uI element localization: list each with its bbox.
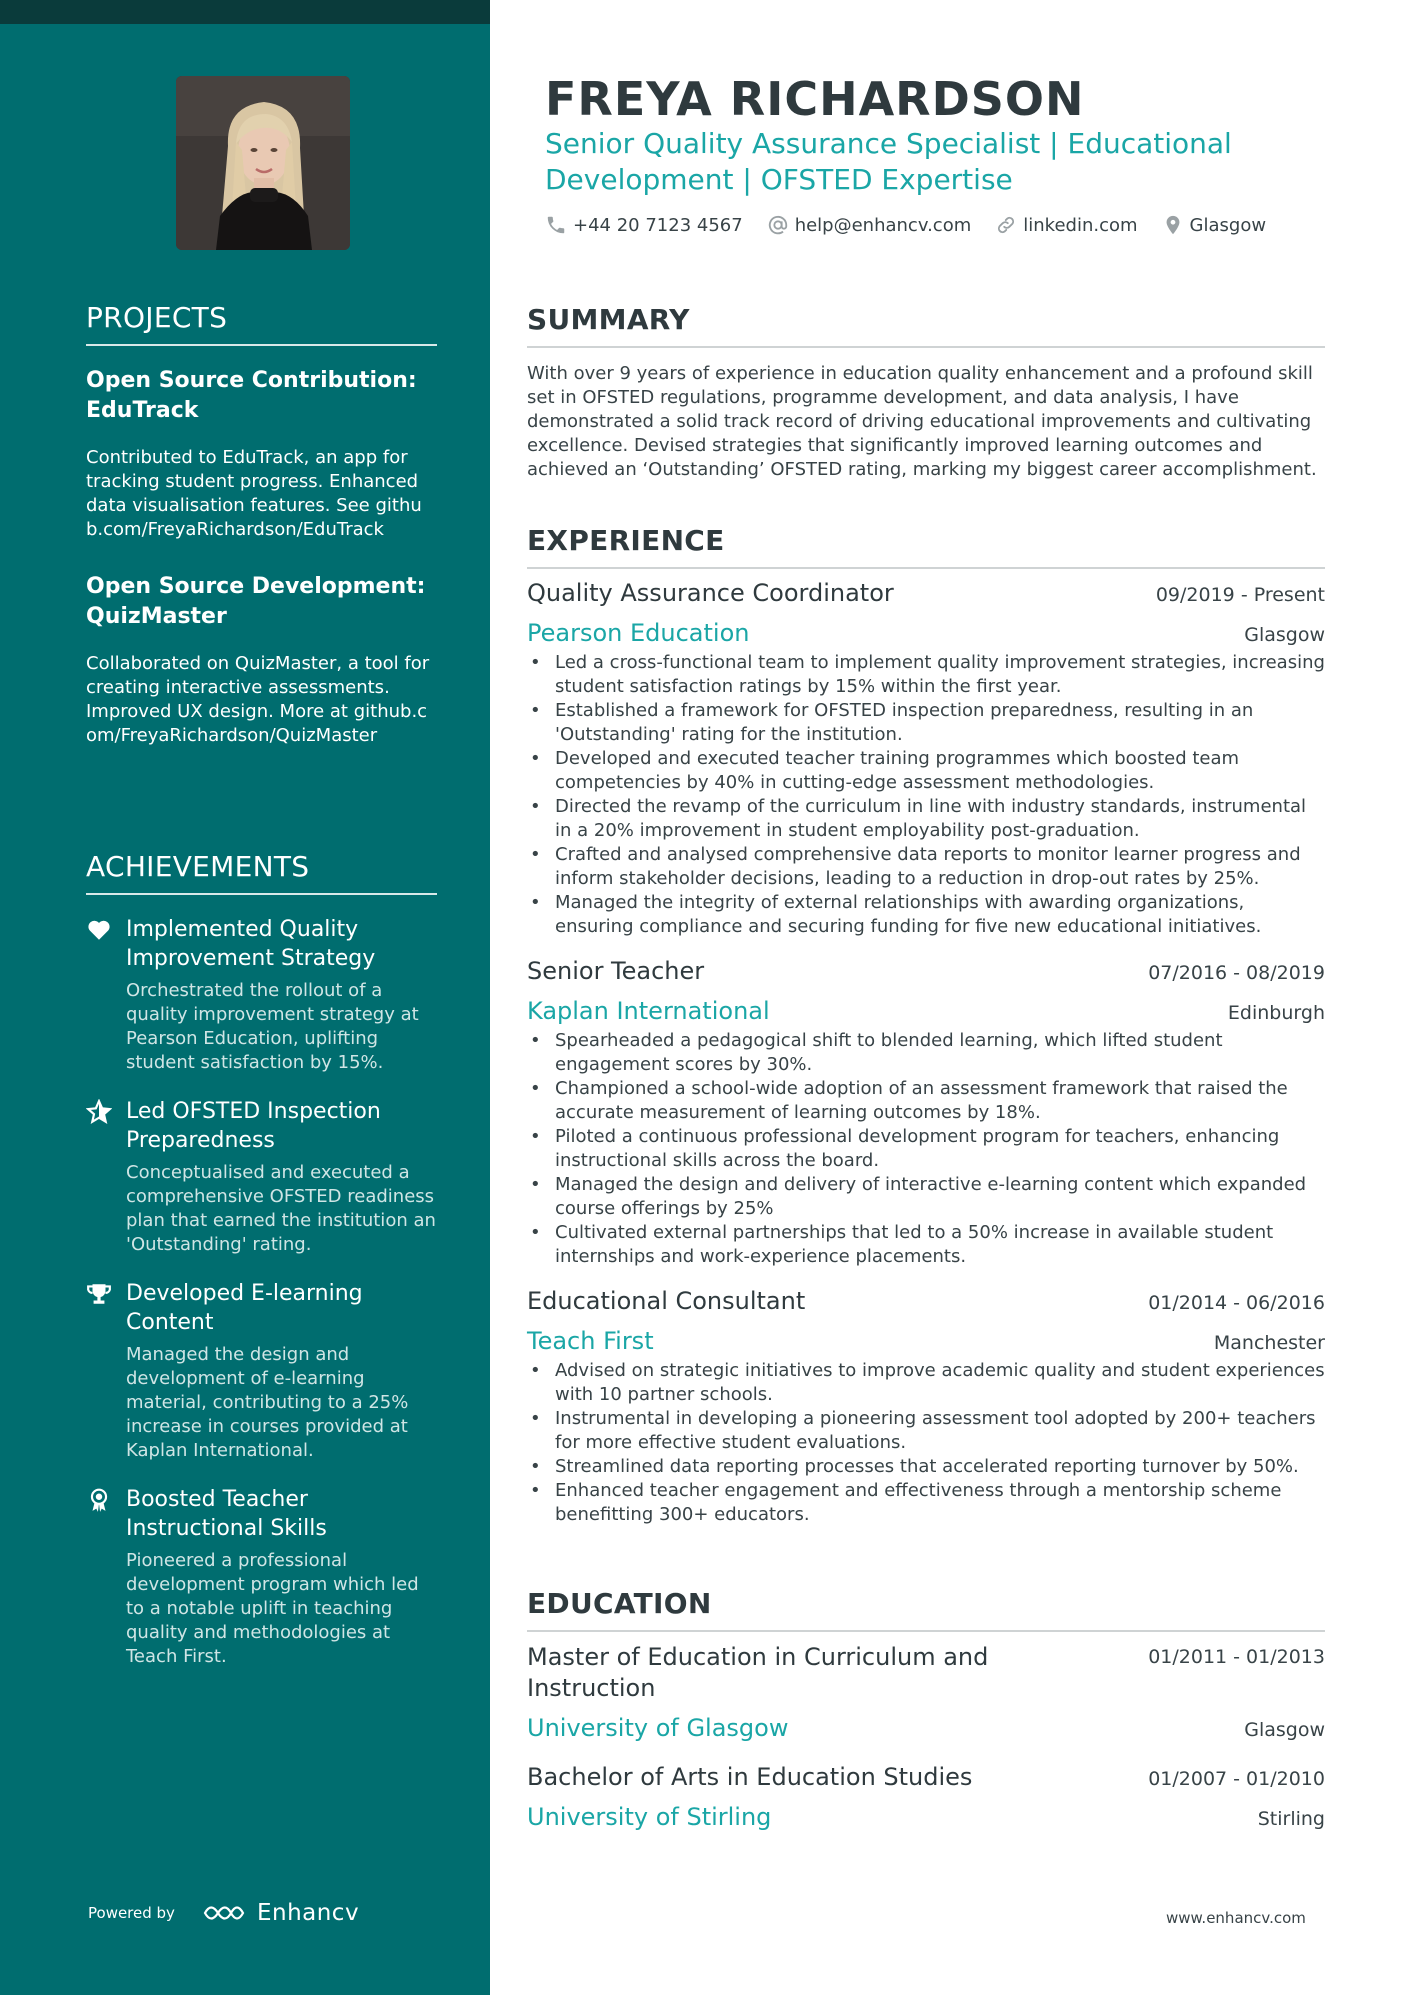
education-location: Glasgow bbox=[1244, 1719, 1325, 1741]
project-link[interactable]: github.com/FreyaRichardson/QuizMaster bbox=[86, 701, 428, 746]
job-bullet: • Directed the revamp of the curriculum in line with industry standards, instrumental in a 20% improvement in student employability post-graduation. bbox=[527, 795, 1325, 843]
projects-heading: PROJECTS bbox=[86, 301, 437, 346]
education-entry bbox=[527, 1762, 1325, 1833]
contact-email-text: help@enhancv.com bbox=[794, 214, 972, 236]
project-description-text: Contributed to EduTrack, an app for tracking student progress. Enhanced data visualisation features. See bbox=[86, 447, 419, 516]
achievement-title: Implemented Quality Improvement Strategy bbox=[126, 917, 376, 971]
achievement-item bbox=[86, 1279, 437, 1463]
contact-phone[interactable] bbox=[545, 214, 743, 236]
job-bullet: • Advised on strategic initiatives to improve academic quality and student experiences with 10 partner schools. bbox=[527, 1359, 1325, 1407]
at-icon bbox=[767, 214, 789, 236]
trophy-icon bbox=[86, 1281, 112, 1307]
job-bullet: • Cultivated external partnerships that led to a 50% increase in available student internships and work-experience placements. bbox=[527, 1221, 1325, 1269]
project-description-text: Collaborated on QuizMaster, a tool for creating interactive assessments. Improved UX design. More at bbox=[86, 653, 430, 722]
job-dates: 01/2014 - 06/2016 bbox=[1148, 1292, 1325, 1314]
phone-icon bbox=[545, 214, 567, 236]
project-link[interactable]: github.com/FreyaRichardson/EduTrack bbox=[86, 495, 422, 540]
project-description bbox=[86, 446, 437, 542]
achievement-description: Orchestrated the rollout of a quality improvement strategy at Pearson Education, uplifting student satisfaction by 15%. bbox=[126, 980, 419, 1073]
job-entry bbox=[527, 955, 1325, 1269]
profile-photo bbox=[176, 76, 350, 250]
job-location: Edinburgh bbox=[1227, 1002, 1325, 1024]
summary-section bbox=[527, 303, 1325, 482]
job-bullet: • Spearheaded a pedagogical shift to blended learning, which lifted student engagement scores by 30%. bbox=[527, 1029, 1325, 1077]
job-bullet: • Piloted a continuous professional development program for teachers, enhancing instructional skills across the board. bbox=[527, 1125, 1325, 1173]
enhancv-brand[interactable]: Enhancv bbox=[256, 1900, 360, 1926]
education-location: Stirling bbox=[1257, 1808, 1325, 1830]
education-dates: 01/2007 - 01/2010 bbox=[1148, 1768, 1325, 1790]
education-school: University of Glasgow bbox=[527, 1714, 789, 1742]
powered-by-label: Powered by bbox=[88, 1904, 175, 1922]
summary-heading: SUMMARY bbox=[527, 303, 1325, 348]
heart-icon bbox=[86, 917, 112, 943]
project-title: Open Source Development: QuizMaster bbox=[86, 574, 426, 629]
location-pin-icon bbox=[1162, 214, 1184, 236]
job-title: Quality Assurance Coordinator bbox=[527, 579, 894, 607]
job-bullets bbox=[527, 1359, 1325, 1527]
achievement-title: Developed E-learning Content bbox=[126, 1281, 363, 1335]
education-section bbox=[527, 1587, 1325, 1851]
candidate-name: FREYA RICHARDSON bbox=[545, 72, 1085, 126]
education-degree: Bachelor of Arts in Education Studies bbox=[527, 1763, 973, 1791]
achievement-item bbox=[86, 915, 437, 1075]
experience-heading: EXPERIENCE bbox=[527, 524, 1325, 569]
job-entry bbox=[527, 1285, 1325, 1527]
link-icon bbox=[995, 214, 1017, 236]
achievement-description: Conceptualised and executed a comprehensive OFSTED readiness plan that earned the institution an 'Outstanding' rating. bbox=[126, 1162, 436, 1255]
contact-linkedin[interactable] bbox=[995, 214, 1137, 236]
powered-by bbox=[88, 1900, 359, 1926]
award-ribbon-icon bbox=[86, 1487, 112, 1513]
job-bullet: • Managed the integrity of external relationships with awarding organizations, ensuring compliance and securing funding for five new educational initiatives. bbox=[527, 891, 1325, 939]
sidebar-top-bar bbox=[0, 0, 490, 24]
job-title: Educational Consultant bbox=[527, 1287, 806, 1315]
enhancv-logo-icon bbox=[201, 1900, 247, 1926]
job-dates: 09/2019 - Present bbox=[1155, 584, 1325, 606]
job-company: Kaplan International bbox=[527, 997, 770, 1025]
contact-linkedin-text: linkedin.com bbox=[1023, 214, 1138, 236]
contact-phone-text: +44 20 7123 4567 bbox=[573, 214, 743, 236]
achievements-section bbox=[86, 850, 437, 1691]
achievement-description: Pioneered a professional development program which led to a notable uplift in teaching quality and methodologies at Teach First. bbox=[126, 1550, 419, 1667]
job-bullet: • Managed the design and delivery of interactive e-learning content which expanded course offerings by 25% bbox=[527, 1173, 1325, 1221]
experience-section bbox=[527, 524, 1325, 1543]
contact-location bbox=[1162, 214, 1267, 236]
education-degree: Master of Education in Curriculum and Instruction bbox=[527, 1643, 989, 1702]
summary-text: With over 9 years of experience in education quality enhancement and a profound skill set in OFSTED regulations, programme development, and data analysis, I have demonstrated a solid track record of driving educational improvements and cultivating excellence. Devised strategies that significantly improved learning outcomes and achieved an ‘Outstanding’ OFSTED rating, marking my biggest career accomplishment. bbox=[527, 363, 1317, 480]
job-bullet: • Championed a school-wide adoption of an assessment framework that raised the accurate measurement of learning outcomes by 18%. bbox=[527, 1077, 1325, 1125]
job-bullet: • Established a framework for OFSTED inspection preparedness, resulting in an 'Outstanding' rating for the institution. bbox=[527, 699, 1325, 747]
job-bullet: • Led a cross-functional team to implement quality improvement strategies, increasing student satisfaction ratings by 15% within the first year. bbox=[527, 651, 1325, 699]
achievement-item bbox=[86, 1485, 437, 1669]
job-title: Senior Teacher bbox=[527, 957, 705, 985]
job-dates: 07/2016 - 08/2019 bbox=[1148, 962, 1325, 984]
projects-section bbox=[86, 301, 437, 774]
project-title: Open Source Contribution: EduTrack bbox=[86, 368, 417, 423]
job-entry bbox=[527, 577, 1325, 939]
contact-email[interactable] bbox=[767, 214, 972, 236]
job-bullet: • Developed and executed teacher training programmes which boosted team competencies by 40% in cutting-edge assessment methodologies. bbox=[527, 747, 1325, 795]
job-bullets bbox=[527, 651, 1325, 939]
project-description bbox=[86, 652, 437, 748]
achievement-title: Led OFSTED Inspection Preparedness bbox=[126, 1099, 381, 1153]
job-company: Teach First bbox=[527, 1327, 654, 1355]
candidate-headline: Senior Quality Assurance Specialist | Educational Development | OFSTED Expertise bbox=[545, 127, 1232, 196]
job-location: Glasgow bbox=[1244, 624, 1325, 646]
job-location: Manchester bbox=[1213, 1332, 1325, 1354]
achievements-heading: ACHIEVEMENTS bbox=[86, 850, 437, 895]
job-bullet: • Instrumental in developing a pioneering assessment tool adopted by 200+ teachers for more effective student evaluations. bbox=[527, 1407, 1325, 1455]
project-item bbox=[86, 572, 437, 748]
contact-location-text: Glasgow bbox=[1189, 214, 1267, 236]
job-bullet: • Enhanced teacher engagement and effectiveness through a mentorship scheme benefitting 300+ educators. bbox=[527, 1479, 1325, 1527]
star-icon bbox=[86, 1099, 112, 1125]
education-heading: EDUCATION bbox=[527, 1587, 1325, 1632]
job-bullets bbox=[527, 1029, 1325, 1269]
job-bullet: • Streamlined data reporting processes that accelerated reporting turnover by 50%. bbox=[527, 1455, 1325, 1479]
sidebar bbox=[0, 0, 490, 1995]
profile-photo-image bbox=[176, 76, 350, 250]
project-item bbox=[86, 366, 437, 542]
education-entry bbox=[527, 1642, 1325, 1744]
job-company: Pearson Education bbox=[527, 619, 750, 647]
education-dates: 01/2011 - 01/2013 bbox=[1148, 1646, 1325, 1668]
job-bullet: • Crafted and analysed comprehensive data reports to monitor learner progress and inform stakeholder decisions, leading to a reduction in drop-out rates by 25%. bbox=[527, 843, 1325, 891]
achievement-description: Managed the design and development of e-learning material, contributing to a 25% increase in courses provided at Kaplan International. bbox=[126, 1344, 409, 1461]
achievement-item bbox=[86, 1097, 437, 1257]
contact-bar bbox=[545, 214, 1290, 236]
education-school: University of Stirling bbox=[527, 1803, 772, 1831]
achievement-title: Boosted Teacher Instructional Skills bbox=[126, 1487, 327, 1541]
footer-url[interactable]: www.enhancv.com bbox=[1166, 1909, 1306, 1927]
